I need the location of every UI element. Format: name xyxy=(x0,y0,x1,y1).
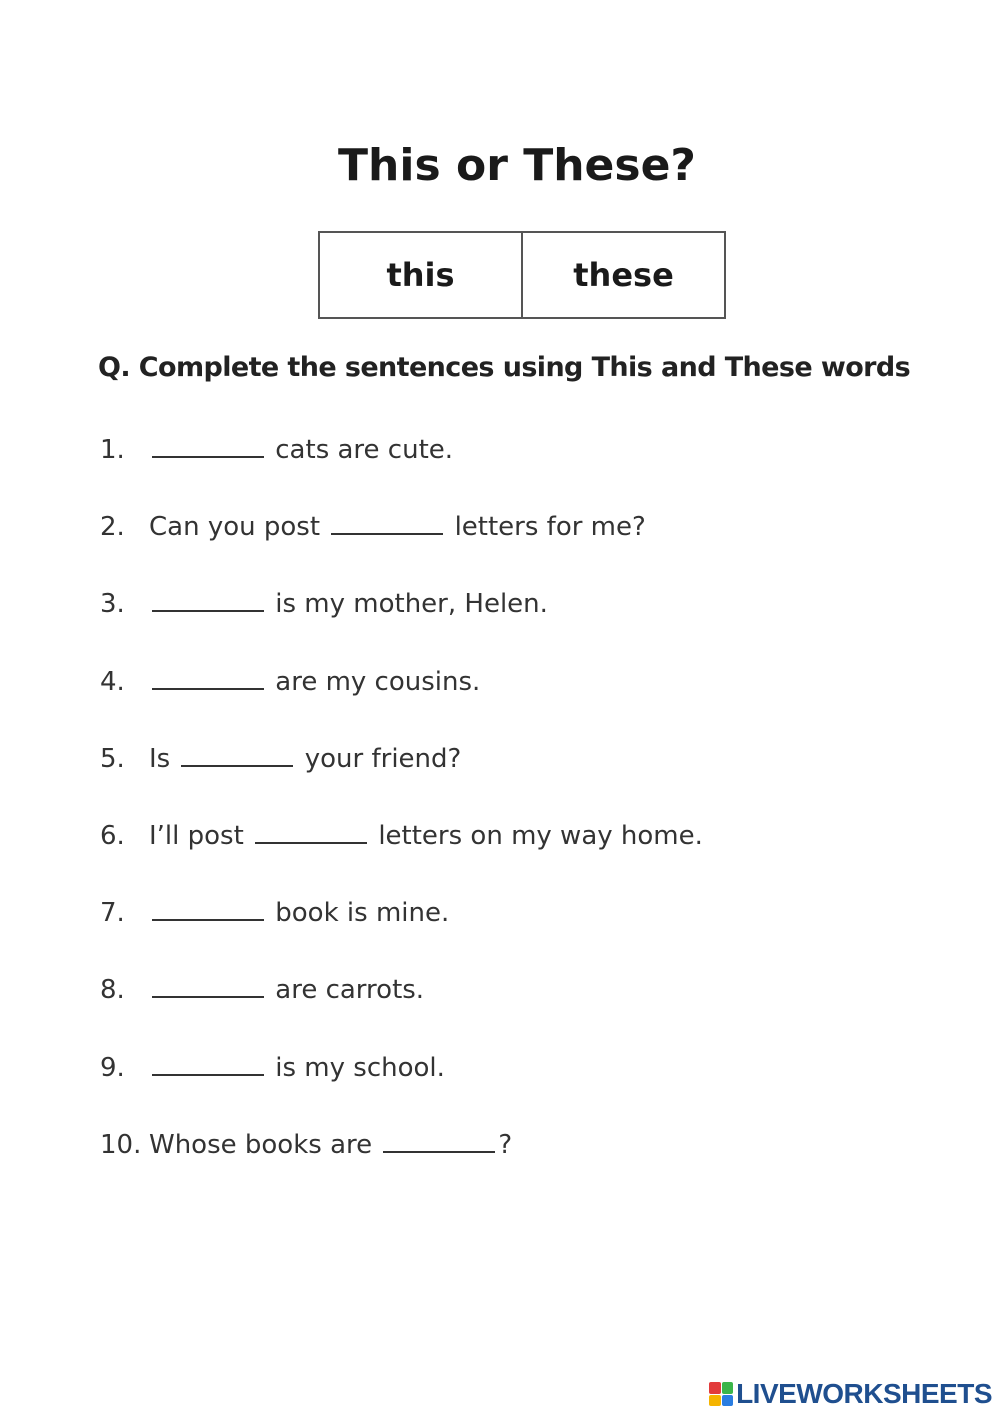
answer-blank[interactable] xyxy=(383,1129,495,1153)
question-item xyxy=(100,1048,445,1088)
question-number: 10. xyxy=(100,1130,142,1160)
logo-square-green xyxy=(722,1382,734,1394)
question-item xyxy=(100,893,449,933)
answer-blank[interactable] xyxy=(152,974,264,998)
question-text: is my mother, Helen. xyxy=(275,589,548,619)
question-text: letters for me? xyxy=(454,512,646,542)
question-item xyxy=(100,430,453,470)
question-number: 2. xyxy=(100,512,125,542)
question-item xyxy=(100,584,548,624)
question-item xyxy=(100,816,703,856)
answer-blank[interactable] xyxy=(152,666,264,690)
question-text: cats are cute. xyxy=(275,435,454,465)
answer-blank[interactable] xyxy=(152,434,264,458)
liveworksheets-logo-icon xyxy=(709,1382,733,1406)
question-text: your friend? xyxy=(304,744,462,774)
question-item xyxy=(100,970,424,1010)
question-number: 1. xyxy=(100,435,125,465)
question-number: 6. xyxy=(100,821,125,851)
question-text: are carrots. xyxy=(275,975,425,1005)
brand-text: LIVEWORKSHEETS xyxy=(736,1378,992,1409)
question-item xyxy=(100,739,461,779)
logo-square-yellow xyxy=(709,1395,721,1407)
page-title: This or These? xyxy=(338,140,696,191)
liveworksheets-brand xyxy=(709,1378,992,1410)
answer-blank[interactable] xyxy=(331,511,443,535)
question-number: 7. xyxy=(100,898,125,928)
answer-blank[interactable] xyxy=(255,820,367,844)
instruction: Q. Complete the sentences using This and These words xyxy=(98,352,911,383)
question-text-before: Whose books are xyxy=(149,1130,373,1160)
logo-square-red xyxy=(709,1382,721,1394)
word-bank-this: this xyxy=(386,256,455,294)
question-item xyxy=(100,1125,512,1165)
question-number: 5. xyxy=(100,744,125,774)
question-number: 3. xyxy=(100,589,125,619)
question-text: is my school. xyxy=(275,1053,445,1083)
question-text: are my cousins. xyxy=(275,667,481,697)
question-number: 4. xyxy=(100,667,125,697)
answer-blank[interactable] xyxy=(152,1052,264,1076)
question-item xyxy=(100,662,480,702)
answer-blank[interactable] xyxy=(181,743,293,767)
question-number: 9. xyxy=(100,1053,125,1083)
question-text: book is mine. xyxy=(275,898,450,928)
question-text: ? xyxy=(498,1130,513,1160)
question-text-before: I’ll post xyxy=(149,821,244,851)
answer-blank[interactable] xyxy=(152,588,264,612)
question-number: 8. xyxy=(100,975,125,1005)
question-text-before: Can you post xyxy=(149,512,321,542)
answer-blank[interactable] xyxy=(152,897,264,921)
word-bank xyxy=(318,231,726,319)
word-bank-these: these xyxy=(521,233,724,317)
question-item xyxy=(100,507,646,547)
question-text: letters on my way home. xyxy=(378,821,703,851)
question-text-before: Is xyxy=(149,744,171,774)
logo-square-blue xyxy=(722,1395,734,1407)
